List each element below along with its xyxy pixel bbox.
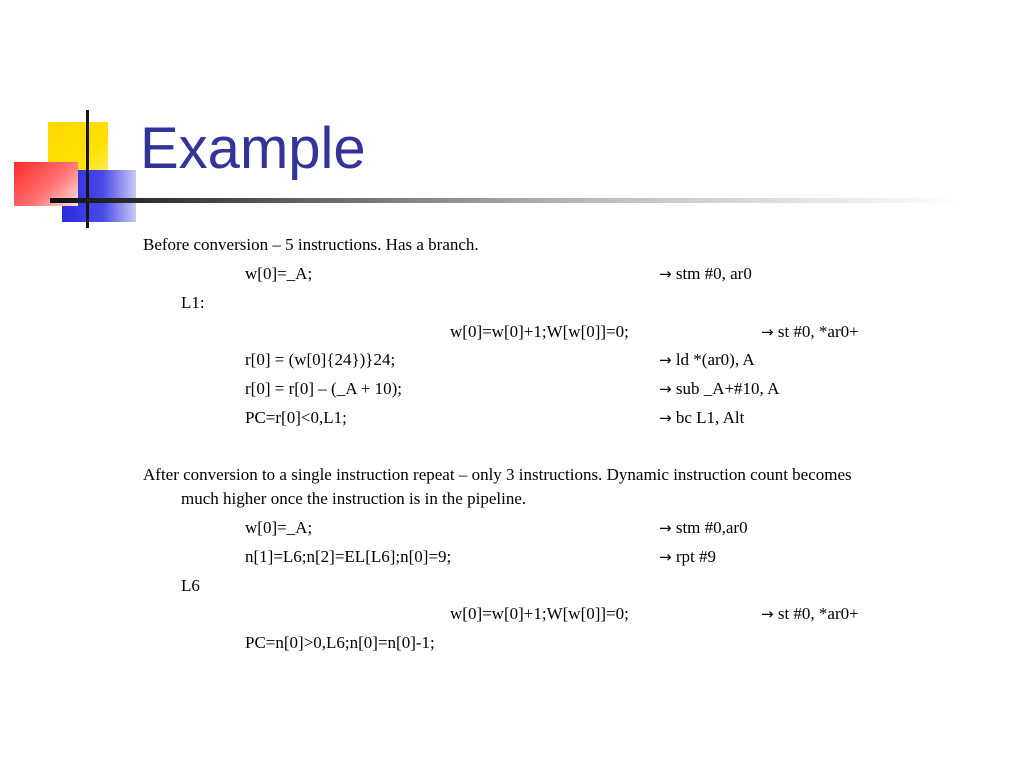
- before-code-1: w[0]=_A;: [245, 264, 313, 283]
- after-intro-continued: much higher once the instruction is in the pipeline.: [181, 489, 527, 508]
- before-asm-4-row: [659, 380, 779, 397]
- slide-title: Example: [140, 116, 366, 181]
- before-code-3: r[0] = (w[0]{24})}24;: [245, 350, 396, 369]
- arrow-right-icon: →: [659, 409, 672, 427]
- after-asm-1: stm #0,ar0: [675, 518, 748, 537]
- logo-decoration: [0, 0, 140, 240]
- after-code-3: w[0]=w[0]+1;W[w[0]]=0;: [450, 604, 629, 623]
- before-code-4: r[0] = r[0] – (_A + 10);: [245, 379, 403, 398]
- after-intro: After conversion to a single instruction repeat – only 3 instructions. Dynamic instruction count becomes: [143, 465, 852, 484]
- after-asm-3-row: [761, 605, 859, 622]
- after-asm-2-row: [659, 548, 716, 565]
- before-asm-5-row: [659, 409, 744, 426]
- after-asm-2: rpt #9: [675, 547, 716, 566]
- title-underline: [50, 198, 960, 203]
- before-asm-4: sub _A+#10, A: [675, 379, 780, 398]
- after-code-1: w[0]=_A;: [245, 518, 313, 537]
- before-asm-1: stm #0, ar0: [675, 264, 752, 283]
- before-asm-2-row: [761, 323, 859, 340]
- arrow-right-icon: →: [659, 351, 672, 369]
- arrow-right-icon: →: [659, 380, 672, 398]
- logo-vertical-line: [86, 110, 89, 228]
- before-asm-2: st #0, *ar0+: [777, 322, 859, 341]
- after-code-2: n[1]=L6;n[2]=EL[L6];n[0]=9;: [245, 547, 452, 566]
- arrow-right-icon: →: [659, 265, 672, 283]
- arrow-right-icon: →: [659, 519, 672, 537]
- before-code-2: w[0]=w[0]+1;W[w[0]]=0;: [450, 322, 629, 341]
- before-asm-1-row: [659, 265, 752, 282]
- after-label-l6: L6: [181, 576, 200, 595]
- arrow-right-icon: →: [761, 323, 774, 341]
- before-intro: Before conversion – 5 instructions. Has a branch.: [143, 235, 479, 254]
- arrow-right-icon: →: [761, 605, 774, 623]
- before-label-l1: L1:: [181, 293, 205, 312]
- after-asm-3: st #0, *ar0+: [777, 604, 859, 623]
- before-asm-3-row: [659, 351, 755, 368]
- before-asm-5: bc L1, Alt: [675, 408, 745, 427]
- after-code-4: PC=n[0]>0,L6;n[0]=n[0]-1;: [245, 633, 435, 652]
- after-asm-1-row: [659, 519, 748, 536]
- before-asm-3: ld *(ar0), A: [675, 350, 755, 369]
- before-code-5: PC=r[0]<0,L1;: [245, 408, 347, 427]
- arrow-right-icon: →: [659, 548, 672, 566]
